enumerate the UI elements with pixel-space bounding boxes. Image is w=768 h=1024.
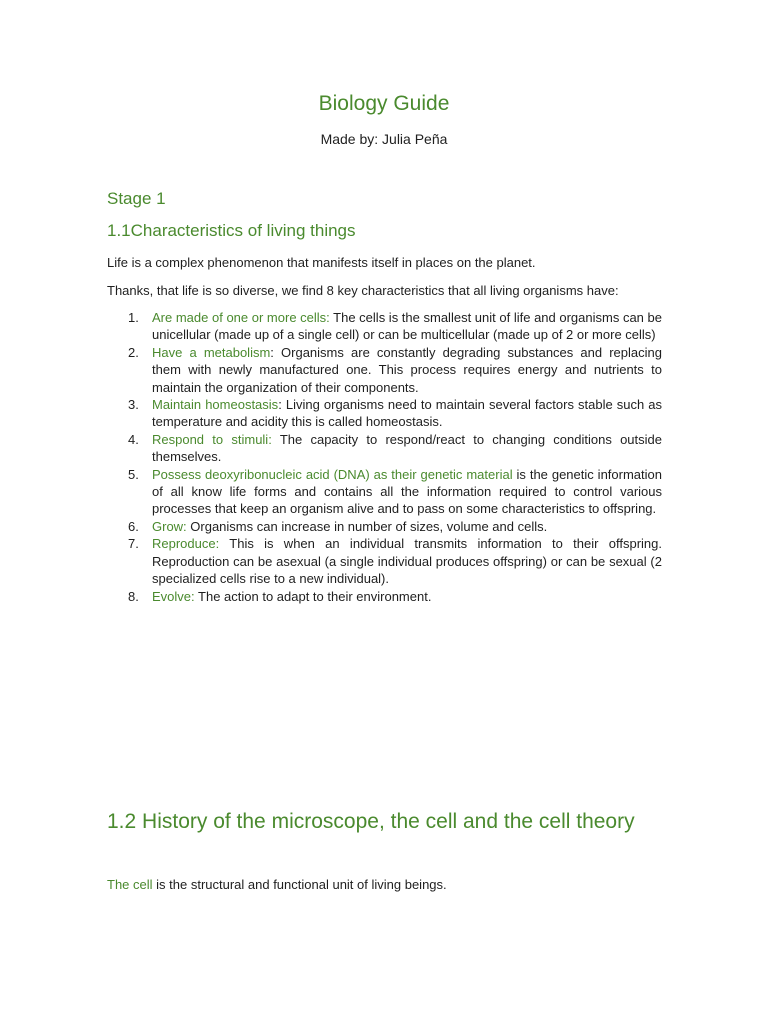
list-item-text: The action to adapt to their environment. xyxy=(194,588,432,604)
list-item xyxy=(107,518,662,535)
document-author: Made by: Julia Peña xyxy=(320,131,448,147)
list-item-term: Evolve: xyxy=(152,588,195,604)
list-item-number: 1. xyxy=(128,310,139,325)
list-item xyxy=(107,309,662,344)
list-item xyxy=(107,431,662,466)
characteristics-intro-paragraph: Thanks, that life is so diverse, we find 8 key characteristics that all living organisms have: xyxy=(107,283,619,298)
list-item-term: Grow: xyxy=(152,518,187,534)
cell-definition-text: is the structural and functional unit of living beings. xyxy=(152,877,447,892)
list-item-number: 4. xyxy=(128,431,139,447)
list-item-number: 6. xyxy=(128,518,139,534)
list-item-term: Respond to stimuli: xyxy=(152,431,272,447)
list-item-number: 8. xyxy=(128,588,139,604)
list-item-term: Have a metabolism xyxy=(152,344,271,360)
list-item-term: Maintain homeostasis xyxy=(152,397,279,413)
list-item-term: Possess deoxyribonucleic acid (DNA) as their genetic material xyxy=(152,466,513,482)
intro-paragraph: Life is a complex phenomenon that manifests itself in places on the planet. xyxy=(107,255,536,270)
list-item-text: The cells is the smallest unit of life and organisms can be unicellular (made up of a single cell) or can be multicellular (made up of 2 or more cells) xyxy=(152,310,662,343)
document-title: Biology Guide xyxy=(318,92,450,115)
list-item xyxy=(107,466,662,518)
list-item-text: This is when an individual transmits information to their offspring. Reproduction can be asexual (a single individual produces offspring) or can be sexual (2 specialized cells rise to a new individual). xyxy=(152,536,662,587)
cell-definition-paragraph xyxy=(107,876,662,893)
list-item-text: : Living organisms need to maintain several factors stable such as temperature and acidity this is called homeostasis. xyxy=(152,397,662,430)
list-item-text: Organisms can increase in number of sizes, volume and cells. xyxy=(186,518,548,534)
list-item-number: 7. xyxy=(128,536,139,552)
list-item-number: 2. xyxy=(128,344,139,360)
list-item xyxy=(107,344,662,396)
list-item-number: 5. xyxy=(128,466,139,482)
stage-heading: Stage 1 xyxy=(107,189,166,208)
list-item-term: Are made of one or more cells: xyxy=(152,310,330,325)
list-item-number: 3. xyxy=(128,397,139,413)
cell-term: The cell xyxy=(107,877,153,892)
list-item xyxy=(107,535,662,587)
list-item-text: : Organisms are constantly degrading substances and replacing them with newly manufactured one. This process requires energy and nutrients to maintain the organization of their components. xyxy=(152,344,662,395)
characteristics-list xyxy=(107,309,662,605)
list-item-text: is the genetic information of all know life forms and contains all the information required to control various processes that keep an organism alive and to pass on some characteristics to offspring. xyxy=(152,466,662,517)
section-heading-characteristics: 1.1Characteristics of living things xyxy=(107,221,356,240)
list-item-term: Reproduce: xyxy=(152,536,220,552)
list-item-text: The capacity to respond/react to changing conditions outside themselves. xyxy=(152,431,662,465)
list-item xyxy=(107,588,662,605)
list-item xyxy=(107,396,662,431)
section-heading-history: 1.2 History of the microscope, the cell and the cell theory xyxy=(107,810,635,833)
